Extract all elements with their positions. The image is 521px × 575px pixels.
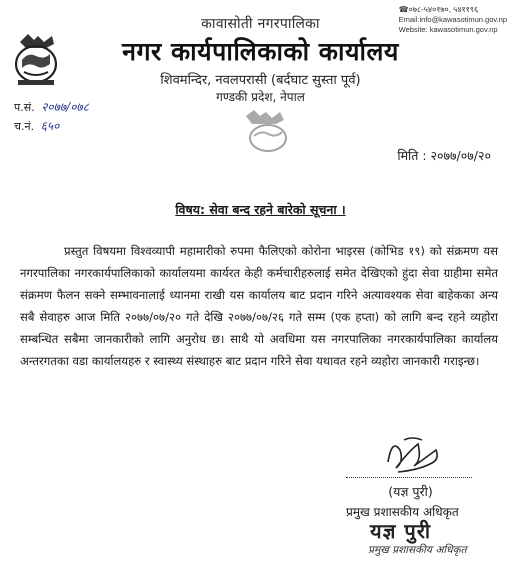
contact-email: Email:info@kawasotimun.gov.np: [398, 15, 507, 24]
patra-sankhya: [14, 98, 89, 115]
office-name: नगर कार्यपालिकाको कार्यालय: [122, 37, 399, 66]
municipality-name: कावासोती नगरपालिका: [201, 16, 320, 32]
subject-line: [0, 201, 521, 218]
signatory-title: प्रमुख प्रशासकीय अधिकृत: [346, 505, 459, 519]
signatory-name-wrap: [0, 483, 521, 500]
signature-scribble-icon: [378, 432, 450, 478]
notice-body: प्रस्तुत विषयमा विश्वव्यापी महामारीको रुपमा फैलिएको कोरोना भाइरस (कोभिड १९) को संक्रमण यस नगरपालिका नगरकार्यपालिकाको कार्यालयमा कार्यरत केही कर्मचारीहरुलाई समेत देखिएको हुंदा सेवा ग्राहीमा समेत संक्रमण फैलन सक्ने सम्भावनालाई ध्यानमा राखी यस कार्यालय बाट प्रदान गरिने अत्यावश्यक सेवा बाहेकका अन्य सबै सेवाहरु आज मिति २०७७/०७/२० गते देखि २०७७/०७/२६ गते सम्म (एक हप्ता) को लागि बन्द रहने व्यहोरा सम्बन्धित सबैमा जानकारीको लागि अनुरोध छ। साथै यो अवधिमा यस नगरपालिका नगरकार्यपालिका कार्यालय अन्तरगतका वडा कार्यालयहरु र स्वास्थ्य संस्थाहरु बाट प्रदान गरिने सेवा यथावत रहने व्यहोरा जानकारी गराइन्छ।: [20, 244, 498, 368]
signatory-name: (यज्ञ पुरी): [388, 484, 433, 499]
subject-text: विषय: सेवा बन्द रहने बारेको सूचना ।: [175, 202, 346, 217]
letter-date: मिति : २०७७/०७/२०: [397, 148, 491, 163]
patra-value: २०७७/०७८: [41, 100, 89, 114]
office-seal-icon: [238, 108, 298, 154]
contact-website: Website: kawasotimun.gov.np: [398, 25, 498, 34]
stamp-name: यज्ञ पुरी: [370, 519, 432, 543]
chalani-label: च.नं.: [14, 120, 35, 133]
contact-phone: ☎०७८-५४०१७०, ५४११९६: [398, 5, 479, 14]
stamp-title: प्रमुख प्रशासकीय अधिकृत: [368, 544, 467, 556]
signature-line: [346, 477, 472, 478]
chalani-value: ६५०: [40, 119, 60, 133]
chalani-number: [14, 117, 59, 134]
patra-label: प.सं.: [14, 101, 35, 114]
office-address: शिवमन्दिर, नवलपरासी (बर्दघाट सुस्ता पूर्व): [160, 73, 361, 88]
province-line: गण्डकी प्रदेश, नेपाल: [216, 90, 305, 104]
